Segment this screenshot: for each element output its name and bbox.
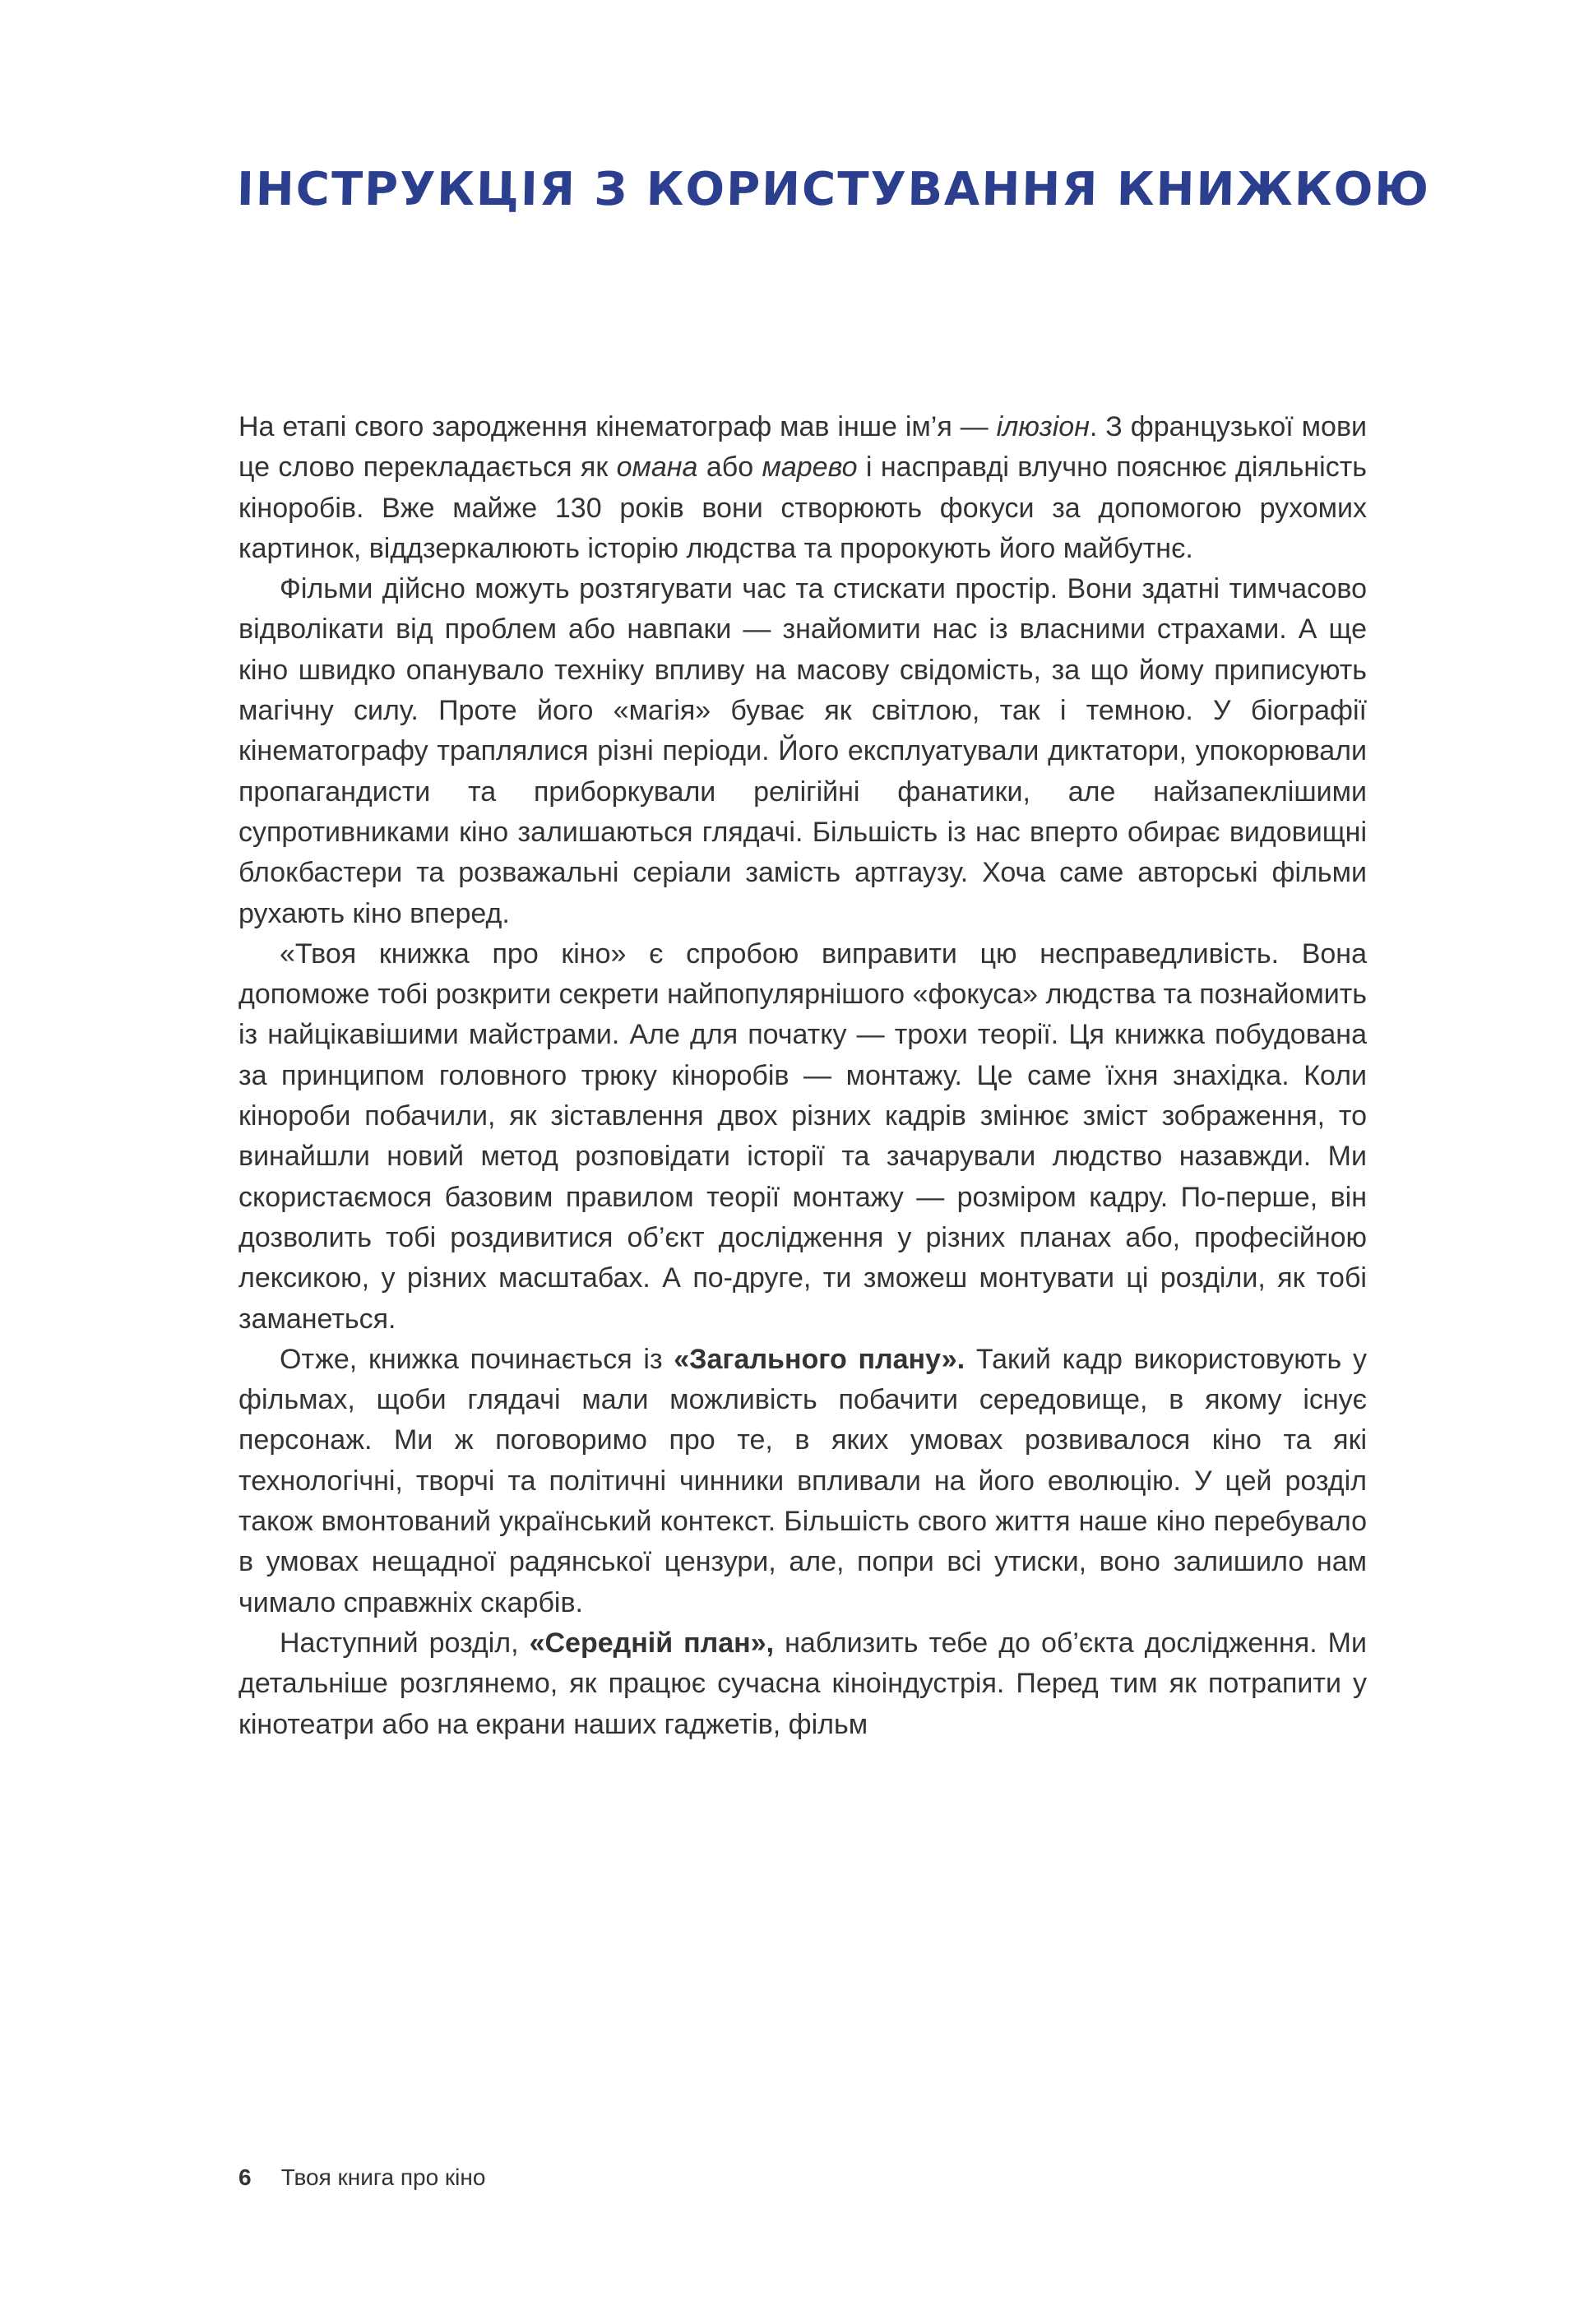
page-footer — [238, 2164, 485, 2191]
paragraph: «Твоя книжка про кіно» є спробою виправити цю несправедливість. Вона допоможе тобі розкрити секрети найпопулярнішого «фокуса» людства та познайомить із найцікавішими майстрами. Але для початку — трохи теорії. Ця книжка побудована за принципом головного трюку кіноробів — монтажу. Це саме їхня знахідка. Коли кінороби побачили, як зіставлення двох різних кадрів змінює зміст зображення, то винайшли новий метод розповідати історії та зачарували людство назавжди. Ми скористаємося базовим правилом теорії монтажу — розміром кадру. По-перше, він дозволить тобі роздивитися об’єкт дослідження у різних планах або, професійною лексикою, у різних масштабах. А по-друге, ти зможеш монтувати ці розділи, як тобі заманеться. — [238, 937, 1367, 1335]
paragraph: Наступний розділ, «Середній план», наблизить тебе до об’єкта дослідження. Ми детальніше розглянемо, як працює сучасна кіноіндустрія. Перед тим як потрапити у кінотеатри або на екрани наших гаджетів, фільм — [238, 1627, 1367, 1740]
footer-page-number: 6 — [238, 2164, 252, 2190]
footer-book-title: Твоя книга про кіно — [280, 2164, 486, 2190]
paragraph: Отже, книжка починається із «Загального плану». Такий кадр використовують у фільмах, щоби глядачі мали можливість побачити середовище, в якому існує персонаж. Ми ж поговоримо про те, в яких умовах розвивалося кіно та які технологічні, творчі та політичні чинники впливали на його еволюцію. У цей розділ також вмонтований український контекст. Більшість свого життя наше кіно перебувало в умовах нещадної радянської цензури, але, попри всі утиски, воно залишило нам чимало справжніх скарбів. — [238, 1343, 1367, 1618]
page-title: ІНСТРУКЦІЯ З КОРИСТУВАННЯ КНИЖКОЮ — [236, 163, 1431, 216]
body-text — [238, 407, 1367, 1745]
paragraph: Фільми дійсно можуть розтягувати час та стискати простір. Вони здатні тимчасово відволікати від проблем або навпаки — знайомити нас із власними страхами. А ще кіно швидко опанувало техніку впливу на масову свідомість, за що йому приписують магічну силу. Проте його «магія» буває як світлою, так і темною. У біографії кінематографу траплялися різні періоди. Його експлуатували диктатори, упокорювали пропагандисти та приборкували релігійні фанатики, але найзапеклішими супротивниками кіно залишаються глядачі. Більшість із нас вперто обирає видовищні блокбастери та розважальні серіали замість артгаузу. Хоча саме авторські фільми рухають кіно вперед. — [238, 573, 1367, 929]
paragraph: На етапі свого зародження кінематограф мав інше ім’я — ілюзіон. З французької мови це слово перекладається як омана або марево і насправді влучно пояснює діяльність кіноробів. Вже майже 130 років вони створюють фокуси за допомогою рухомих картинок, віддзеркалюють історію людства та пророкують його майбутнє. — [238, 411, 1367, 564]
